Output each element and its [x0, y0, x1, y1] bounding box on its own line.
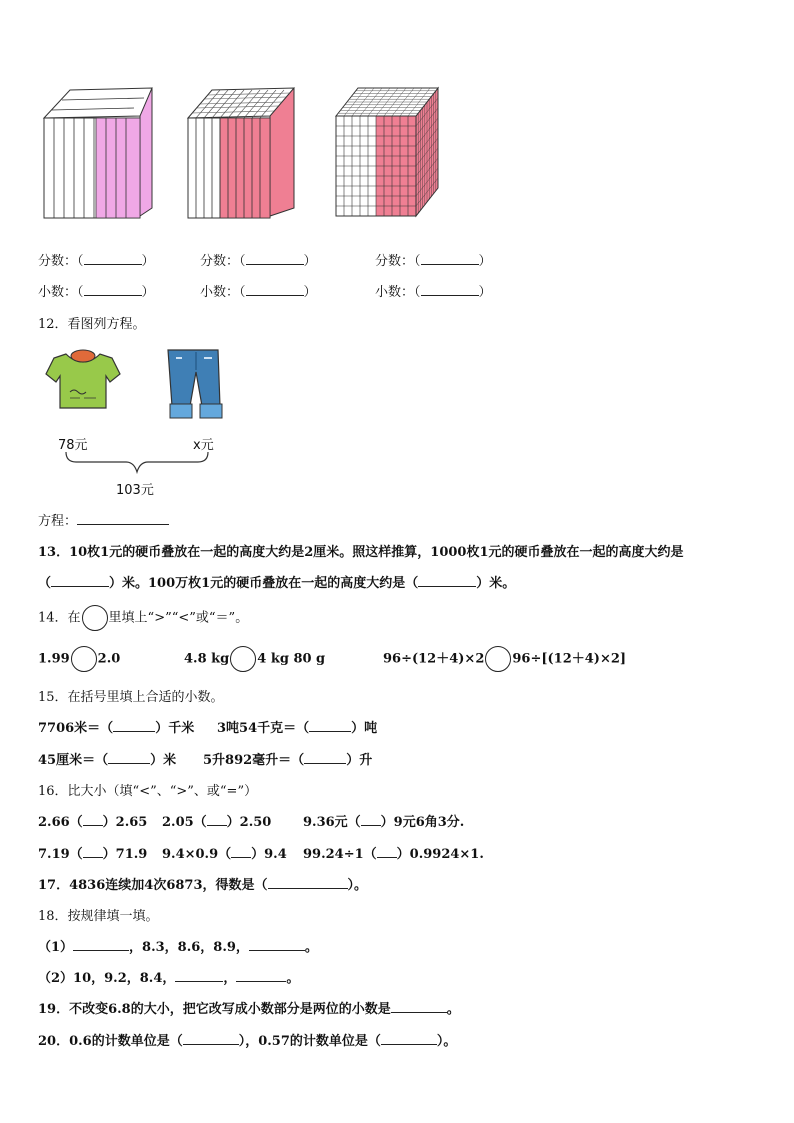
total-brace [62, 450, 212, 476]
answer-blank[interactable] [175, 969, 223, 982]
question-13-line1: 13．10枚1元的硬币叠放在一起的高度大约是2厘米。照这样推算，1000枚1元的硬币叠放在一起的高度大约是 [38, 545, 684, 560]
question-15-row1a: 7706米＝（ ）千米 [38, 721, 195, 736]
compare-circle[interactable] [71, 646, 97, 672]
answer-blank[interactable] [183, 1032, 239, 1045]
answer-blank[interactable] [268, 876, 348, 889]
question-16-title: 16．比大小（填“<”、“>”、或“=”） [38, 784, 258, 799]
question-16-row1-item1: 2.66（ ）2.65 [38, 815, 148, 830]
question-16-row1-item3: 9.36元（ ）9元6角3分. [303, 815, 465, 830]
pants-image [162, 348, 226, 422]
equation-line [38, 510, 169, 529]
answer-blank[interactable] [381, 1032, 437, 1045]
answer-blank[interactable] [108, 751, 150, 764]
question-14-item-3: 96÷(12＋4)×2 96÷[(12＋4)×2] [383, 646, 626, 672]
question-15-row1b: 3吨54千克＝（ ）吨 [217, 721, 378, 736]
answer-blank[interactable] [51, 574, 109, 587]
cube-figure-1 [40, 86, 160, 220]
fraction-label: 分数： [375, 254, 415, 269]
fraction-label: 分数： [38, 254, 78, 269]
answer-blank[interactable] [377, 845, 397, 858]
shirt-image [44, 348, 122, 412]
shirt-price-label: 78元 [58, 438, 88, 453]
equation-label: 方程： [38, 514, 78, 529]
question-14-item-1: 1.99 2.0 [38, 646, 120, 672]
answer-blank[interactable] [84, 283, 142, 296]
question-14-item-2: 4.8 kg 4 kg 80 g [184, 646, 325, 672]
question-18-line1: （1） ，8.3，8.6，8.9， 。 [38, 940, 318, 955]
answer-blank[interactable] [249, 938, 305, 951]
answer-blank[interactable] [73, 938, 129, 951]
fraction-answer-2: 分数：（ ） [200, 254, 317, 269]
compare-circle[interactable] [230, 646, 256, 672]
fraction-answer-3: 分数：（ ） [375, 254, 492, 269]
question-16-row1-item2: 2.05（ ）2.50 [162, 815, 272, 830]
answer-blank[interactable] [84, 252, 142, 265]
decimal-answer-2: 小数：（ ） [200, 285, 317, 300]
answer-blank[interactable] [231, 845, 251, 858]
answer-blank[interactable] [361, 813, 381, 826]
compare-circle[interactable] [485, 646, 511, 672]
answer-blank[interactable] [83, 845, 103, 858]
answer-blank[interactable] [391, 1000, 447, 1013]
answer-blank[interactable] [421, 283, 479, 296]
question-16-row2-item1: 7.19（ ）71.9 [38, 847, 148, 862]
decimal-label: 小数： [38, 285, 78, 300]
decimal-label: 小数： [200, 285, 240, 300]
total-price-label: 103元 [116, 483, 154, 498]
answer-blank[interactable] [418, 574, 476, 587]
fraction-answer-1: 分数：（ ） [38, 254, 155, 269]
answer-blank[interactable] [113, 719, 155, 732]
question-14-title: 14．在 里填上“>”“<”或“＝”。 [38, 605, 248, 631]
cube-figure-2 [184, 86, 300, 220]
question-16-row2-item3: 99.24÷1（ ）0.9924×1. [303, 847, 484, 862]
decimal-label: 小数： [375, 285, 415, 300]
fraction-label: 分数： [200, 254, 240, 269]
question-17: 17．4836连续加4次6873，得数是（ ）。 [38, 878, 368, 893]
answer-blank[interactable] [304, 751, 346, 764]
decimal-answer-1: 小数：（ ） [38, 285, 155, 300]
answer-blank[interactable] [246, 252, 304, 265]
answer-blank[interactable] [309, 719, 351, 732]
question-16-row2-item2: 9.4×0.9（ ）9.4 [162, 847, 287, 862]
decimal-answer-3: 小数：（ ） [375, 285, 492, 300]
question-18-title: 18．按规律填一填。 [38, 909, 159, 924]
question-15-row2a: 45厘米＝（ ）米 [38, 753, 177, 768]
question-19: 19．不改变6.8的大小，把它改写成小数部分是两位的小数是 。 [38, 1002, 460, 1017]
cube-figure-3 [334, 84, 440, 220]
question-12-title: 12．看图列方程。 [38, 317, 146, 332]
answer-blank[interactable] [236, 969, 286, 982]
equation-blank[interactable] [77, 512, 169, 525]
question-15-row2b: 5升892毫升＝（ ）升 [203, 753, 373, 768]
question-18-line2: （2）10，9.2，8.4， ， 。 [38, 971, 300, 986]
answer-blank[interactable] [246, 283, 304, 296]
pants-price-label: x元 [193, 438, 214, 453]
question-15-title: 15．在括号里填上合适的小数。 [38, 690, 224, 705]
answer-blank[interactable] [421, 252, 479, 265]
circle-icon [82, 605, 108, 631]
question-20: 20．0.6的计数单位是（ ），0.57的计数单位是（ ）。 [38, 1034, 457, 1049]
answer-blank[interactable] [83, 813, 103, 826]
answer-blank[interactable] [207, 813, 227, 826]
question-13-line2: （ ）米。100万枚1元的硬币叠放在一起的高度大约是（ ）米。 [38, 576, 516, 591]
